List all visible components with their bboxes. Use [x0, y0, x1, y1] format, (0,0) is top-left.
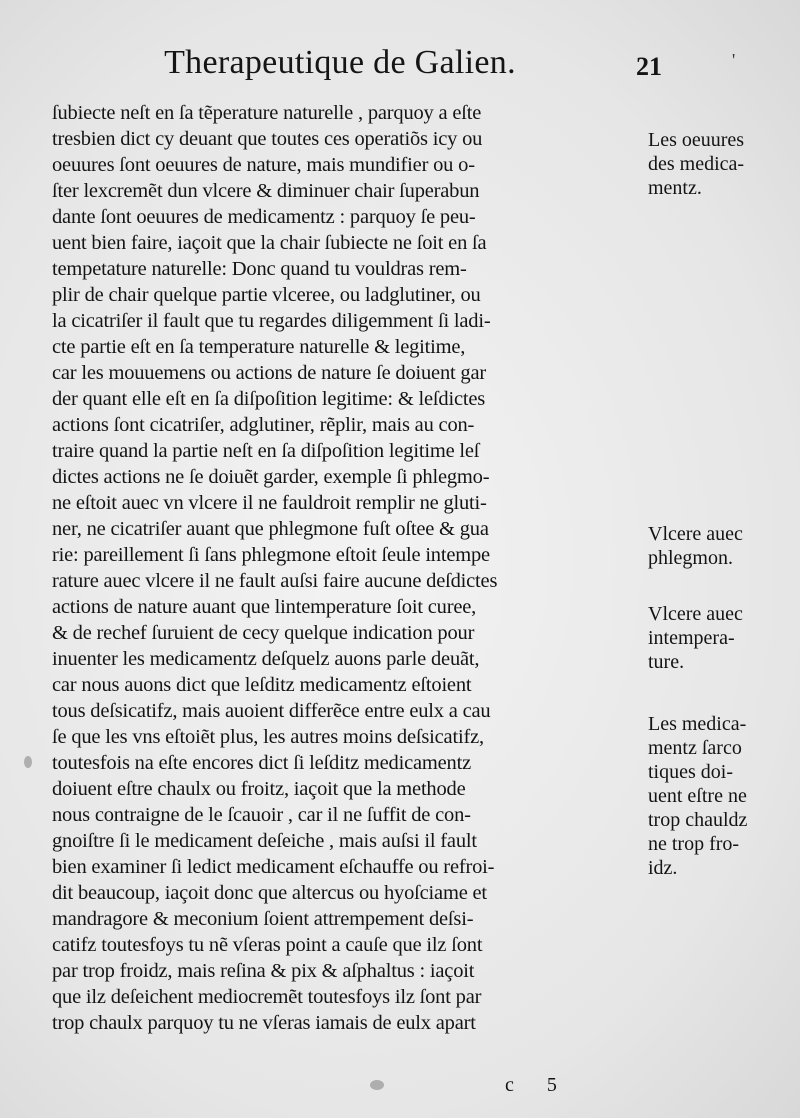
margin-note-line: tiques doi-	[648, 761, 733, 783]
margin-note-line: mentz ſarco	[648, 737, 742, 759]
text-line: cte partie eſt en ſa temperature naturelle & legitime,	[52, 336, 466, 358]
margin-note-oeuures	[648, 128, 793, 200]
text-line: ſubiecte neſt en ſa tẽperature naturelle , parquoy a eſte	[52, 102, 482, 124]
text-line: tempetature naturelle: Donc quand tu vouldras rem-	[52, 258, 467, 280]
margin-note-medicamentz-sarcotiques	[648, 712, 793, 880]
ink-smudge	[24, 756, 32, 768]
margin-note-line: Les oeuures	[648, 129, 745, 151]
text-line: ner, ne cicatriſer auant que phlegmone fuſt oſtee & gua	[52, 518, 489, 540]
margin-note-vlcere-phlegmon	[648, 522, 793, 570]
margin-note-line: ne trop fro-	[648, 833, 740, 855]
margin-note-line: phlegmon.	[648, 547, 733, 569]
ink-smudge	[370, 1080, 384, 1090]
signature-mark: c 5	[505, 1074, 571, 1096]
text-line: doiuent eſtre chaulx ou froitz, iaçoit que la methode	[52, 778, 466, 800]
text-line: inuenter les medicamentz deſquelz auons parle deuãt,	[52, 648, 480, 670]
text-line: gnoiſtre ſi le medicament deſeiche , mais auſsi il fault	[52, 830, 477, 852]
margin-note-line: mentz.	[648, 177, 702, 199]
text-line: rature auec vlcere il ne fault auſsi faire aucune deſdictes	[52, 570, 498, 592]
page-number: 21	[636, 52, 662, 81]
text-line: dit beaucoup, iaçoit donc que altercus ou hyoſciame et	[52, 882, 487, 904]
text-line: tresbien dict cy deuant que toutes ces operatiõs icy ou	[52, 128, 483, 150]
text-line: bien examiner ſi ledict medicament eſchauffe ou refroi-	[52, 856, 495, 878]
text-line: actions de nature auant que lintemperature ſoit curee,	[52, 596, 477, 618]
margin-note-line: ture.	[648, 651, 685, 673]
text-line: traire quand la partie neſt en ſa diſpoſition legitime leſ	[52, 440, 480, 462]
text-line: oeuures ſont oeuures de nature, mais mundifier ou o-	[52, 154, 475, 176]
text-line: dictes actions ne ſe doiuẽt garder, exemple ſi phlegmo-	[52, 466, 490, 488]
margin-note-line: Vlcere auec	[648, 603, 743, 625]
text-line: tous deſsicatifz, mais auoient differẽce entre eulx a cau	[52, 700, 491, 722]
text-line: der quant elle eſt en ſa diſpoſition legitime: & leſdictes	[52, 388, 486, 410]
margin-note-line: Les medica-	[648, 713, 747, 735]
margin-note-line: Vlcere auec	[648, 523, 743, 545]
text-line: la cicatriſer il fault que tu regardes diligemment ſi ladi-	[52, 310, 491, 332]
text-line: catifz toutesfoys tu nẽ vſeras point a cauſe que ilz ſont	[52, 934, 483, 956]
margin-note-vlcere-intemperature	[648, 602, 793, 674]
text-line: que ilz deſeichent mediocremẽt toutesfoys ilz ſont par	[52, 986, 482, 1008]
text-line: car les mouuemens ou actions de nature ſe doiuent gar	[52, 362, 486, 384]
text-line: trop chaulx parquoy tu ne vſeras iamais de eulx apart	[52, 1012, 476, 1034]
running-head-title: Therapeutique de Galien.	[164, 44, 516, 81]
margin-note-line: idz.	[648, 857, 678, 879]
text-line: mandragore & meconium ſoient attrempement deſsi-	[52, 908, 474, 930]
margin-note-line: uent eſtre ne	[648, 785, 747, 807]
printer-mark: '	[732, 50, 736, 70]
main-text-block	[52, 100, 642, 1036]
text-line: & de rechef ſuruient de cecy quelque indication pour	[52, 622, 475, 644]
margin-note-line: trop chauldz	[648, 809, 748, 831]
text-line: actions ſont cicatriſer, adglutiner, rẽplir, mais au con-	[52, 414, 475, 436]
text-line: dante ſont oeuures de medicamentz : parquoy ſe peu-	[52, 206, 476, 228]
text-line: plir de chair quelque partie vlceree, ou ladglutiner, ou	[52, 284, 481, 306]
margin-note-line: des medica-	[648, 153, 745, 175]
text-line: rie: pareillement ſi ſans phlegmone eſtoit ſeule intempe	[52, 544, 490, 566]
text-line: ne eſtoit auec vn vlcere il ne fauldroit remplir ne gluti-	[52, 492, 487, 514]
text-line: uent bien faire, iaçoit que la chair ſubiecte ne ſoit en ſa	[52, 232, 487, 254]
text-line: ſe que les vns eſtoiẽt plus, les autres moins deſsicatifz,	[52, 726, 484, 748]
text-line: par trop froidz, mais reſina & pix & aſphaltus : iaçoit	[52, 960, 475, 982]
text-line: ſter lexcremẽt dun vlcere & diminuer chair ſuperabun	[52, 180, 480, 202]
text-line: nous contraigne de le ſcauoir , car il ne ſuffit de con-	[52, 804, 471, 826]
margin-note-line: intempera-	[648, 627, 735, 649]
text-line: car nous auons dict que leſditz medicamentz eſtoient	[52, 674, 472, 696]
text-line: toutesfois na eſte encores dict ſi leſditz medicamentz	[52, 752, 471, 774]
